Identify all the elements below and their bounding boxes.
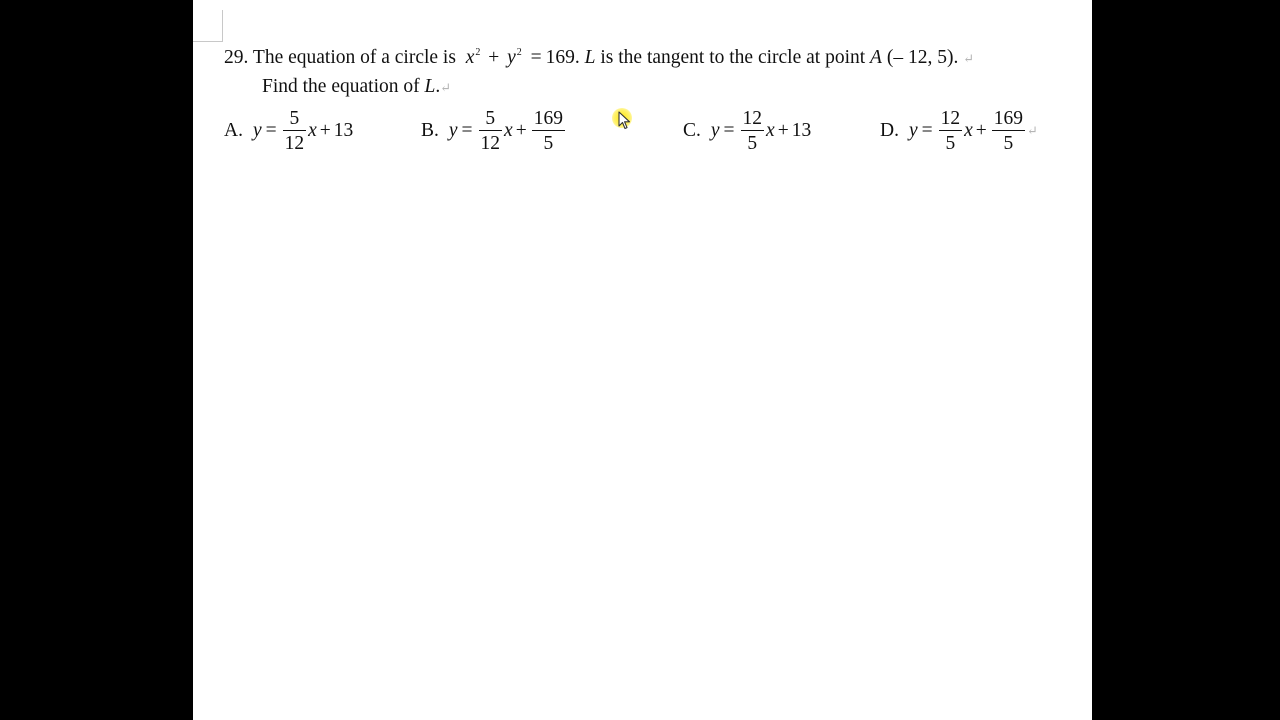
option-c-label: C.: [683, 120, 701, 141]
option-b: [421, 103, 567, 159]
question-text: The equation of a circle is: [252, 47, 456, 68]
option-a-y: y: [252, 120, 262, 141]
option-d-const-num: 169: [993, 107, 1024, 129]
option-b-const-den: 5: [543, 133, 554, 154]
option-b-x: x: [504, 120, 513, 141]
option-d-slope: [939, 109, 963, 154]
paragraph-mark: ↵: [440, 80, 452, 95]
option-c-y: y: [710, 120, 720, 141]
option-a-const: 13: [333, 120, 354, 141]
option-d-y: y: [908, 120, 918, 141]
option-d-label: D.: [880, 120, 899, 141]
option-b-const-num: 169: [533, 107, 563, 129]
margin-corner-mark: [193, 0, 223, 42]
eq-rhs: 169: [545, 47, 575, 68]
mouse-pointer-icon: [608, 104, 638, 134]
eq-y: y: [507, 47, 516, 68]
option-d-plus: +: [975, 120, 987, 141]
option-c-eq: =: [723, 120, 735, 141]
option-c-slope-num: 12: [742, 107, 763, 129]
option-d-eq: =: [921, 120, 933, 141]
option-b-slope-num: 5: [485, 107, 496, 129]
question-period: .: [574, 47, 585, 68]
tangent-var: L: [584, 47, 596, 68]
eq-equals: =: [530, 47, 542, 68]
point-label: A: [870, 47, 882, 68]
option-c-slope-den: 5: [747, 133, 758, 154]
option-d-slope-den: 5: [945, 133, 956, 154]
option-a-label: A.: [224, 120, 243, 141]
paragraph-mark: ↵: [963, 51, 975, 66]
option-a-slope: [283, 109, 307, 154]
option-b-eq: =: [461, 120, 473, 141]
option-a-eq: =: [265, 120, 277, 141]
option-d-const: [992, 109, 1025, 154]
option-c-x: x: [766, 120, 775, 141]
option-b-label: B.: [421, 120, 439, 141]
question-line-2: [262, 75, 451, 100]
option-a-plus: +: [319, 120, 331, 141]
eq-plus: +: [488, 47, 500, 68]
paragraph-mark: ↵: [1027, 123, 1038, 138]
line2-var: L: [424, 76, 436, 97]
option-a-slope-den: 12: [284, 133, 305, 154]
option-d-x: x: [964, 120, 973, 141]
option-d-slope-num: 12: [940, 107, 961, 129]
option-d: [880, 103, 1038, 159]
line2-end: .: [435, 76, 441, 97]
line2-text: Find the equation of: [262, 76, 425, 97]
option-c-plus: +: [777, 120, 789, 141]
document-page: [193, 0, 1092, 720]
question-number: 29.: [224, 47, 249, 68]
option-c-const: 13: [791, 120, 812, 141]
option-c: [683, 103, 811, 159]
option-b-slope: [479, 109, 503, 154]
option-b-y: y: [448, 120, 458, 141]
option-a-slope-num: 5: [289, 107, 300, 129]
option-b-const: [532, 109, 565, 154]
eq-x-power: 2: [475, 47, 481, 58]
option-b-plus: +: [515, 120, 527, 141]
eq-x: x: [465, 47, 475, 68]
option-a: [224, 103, 353, 159]
eq-y-power: 2: [516, 47, 522, 58]
tangent-text: is the tangent to the circle at point: [595, 47, 871, 68]
option-c-slope: [741, 109, 765, 154]
option-a-x: x: [308, 120, 317, 141]
question-line-1: [224, 46, 974, 71]
option-d-const-den: 5: [1003, 133, 1014, 154]
option-b-slope-den: 12: [480, 133, 501, 154]
point-coords: (– 12, 5).: [881, 47, 959, 68]
